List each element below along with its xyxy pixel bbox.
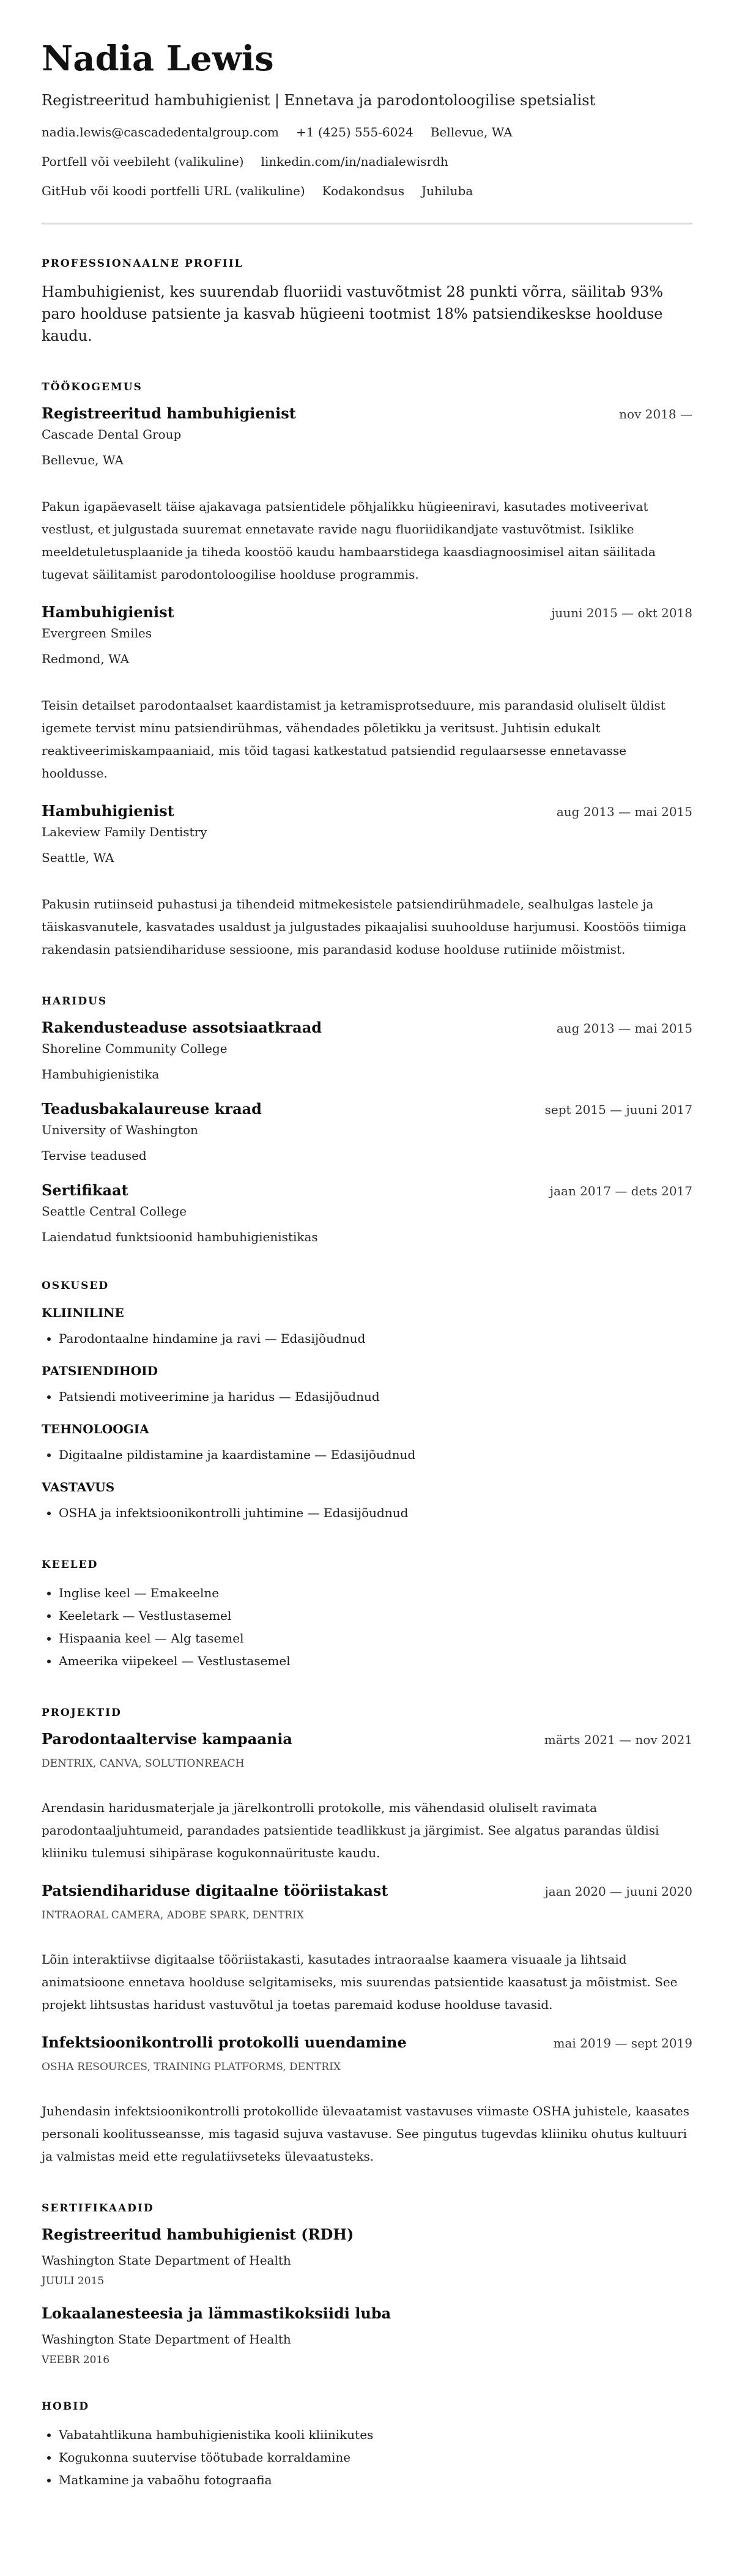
- skill-item: • Patsiendi motiveerimine ja haridus — Edasijõudnud: [59, 1386, 692, 1408]
- job-location: Redmond, WA: [42, 651, 130, 666]
- entry-header: [42, 1730, 692, 1748]
- entry-header: [42, 2033, 692, 2051]
- entry-title: Rakendusteaduse assotsiaatkraad: [42, 1019, 322, 1036]
- section-title-projects: PROJEKTID: [42, 1707, 122, 1719]
- skill-group-title: VASTAVUS: [42, 1480, 115, 1494]
- company: Lakeview Family Dentistry: [42, 825, 207, 839]
- subtitle: Registreeritud hambuhigienist | Ennetava ja parodontoloogilise spetsialist: [42, 92, 596, 109]
- skill-list: [42, 1444, 692, 1466]
- job-description: Teisin detailset parodontaalset kaardistamist ja ketramisprotseduure, mis parandasid oluliselt üldist igemete tervist minu patsiendirühmas, vähendades põletikku ja veritsust. Juhtisin edukalt reaktiveerimiskampaaniaid, mis tõid tagasi katkestatud patsiendid regulaarsesse ennetavasse hooldusse.: [42, 698, 665, 781]
- job-location: Seattle, WA: [42, 850, 114, 865]
- entry-date: nov 2018 —: [619, 407, 692, 421]
- entry-header: [42, 404, 692, 422]
- project-description: Lõin interaktiivse digitaalse tööriistakasti, kasutades intraoraalse kaamera visuaale ja lihtsaid animatsioone ennetava hoolduse selgitamiseks, mis suurendas patsientide kaasatust ja mõistmist. See projekt lihtsustas haridust vastuvõtul ja toetas paremaid koduse hoolduse tavasid.: [42, 1952, 678, 2012]
- entry-date: jaan 2017 — dets 2017: [549, 1184, 692, 1198]
- language-item: • Hispaania keel — Alg tasemel: [59, 1627, 692, 1650]
- section-title-profile: PROFESSIONAALNE PROFIIL: [42, 258, 243, 270]
- field-of-study: Tervise teadused: [42, 1148, 147, 1163]
- company: Cascade Dental Group: [42, 427, 182, 442]
- hobbies-list: [42, 2424, 692, 2492]
- skill-group-title: KLIINILINE: [42, 1305, 124, 1320]
- project-entry: [42, 1882, 692, 2016]
- certification-entry: [42, 2304, 692, 2366]
- education-list: [42, 1019, 692, 1245]
- certifications-list: [42, 2225, 692, 2366]
- project-tech: INTRAORAL CAMERA, ADOBE SPARK, DENTRIX: [42, 1909, 304, 1921]
- experience-list: [42, 404, 692, 961]
- project-entry: [42, 1730, 692, 1865]
- entry-title: Patsiendihariduse digitaalne tööriistakast: [42, 1882, 388, 1899]
- certification-entry: [42, 2225, 692, 2287]
- project-description: Arendasin haridusmaterjale ja järelkontrolli protokolle, mis vähendasid oluliselt ravimata parodontaaljuhtumeid, parandades patsientide teadlikkust ja järgimist. See algatus parandas üldisi kliiniku tulemusi sihipärase kogukonnaürituste kaudu.: [42, 1800, 659, 1860]
- entry-date: jaan 2020 — juuni 2020: [544, 1884, 692, 1899]
- cert-date: JUULI 2015: [42, 2275, 105, 2287]
- entry-header: [42, 1882, 692, 1899]
- entry-title: Lokaalanesteesia ja lämmastikoksiidi luba: [42, 2304, 391, 2322]
- skill-list: [42, 1386, 692, 1408]
- education-entry: [42, 1181, 692, 1245]
- hobby-item: • Matkamine ja vabaõhu fotograafia: [59, 2469, 692, 2492]
- entry-date: juuni 2015 — okt 2018: [551, 606, 692, 620]
- skill-list: [42, 1327, 692, 1350]
- company: Evergreen Smiles: [42, 626, 152, 640]
- entry-date: mai 2019 — sept 2019: [553, 2036, 692, 2051]
- section-title-experience: TÖÖKOGEMUS: [42, 381, 143, 393]
- skill-item: • Digitaalne pildistamine ja kaardistamine — Edasijõudnud: [59, 1444, 692, 1466]
- education-entry: [42, 1019, 692, 1083]
- experience-entry: [42, 404, 692, 586]
- entry-title: Registreeritud hambuhigienist (RDH): [42, 2225, 354, 2243]
- entry-header: [42, 2225, 692, 2243]
- field-of-study: Hambuhigienistika: [42, 1067, 160, 1082]
- entry-date: aug 2013 — mai 2015: [556, 1021, 692, 1036]
- entry-title: Hambuhigienist: [42, 603, 174, 621]
- email-link[interactable]: nadia.lewis@cascadedentalgroup.com: [42, 125, 279, 139]
- experience-entry: [42, 802, 692, 961]
- skill-group-title: PATSIENDIHOID: [42, 1364, 158, 1378]
- phone: +1 (425) 555-6024: [295, 125, 413, 139]
- entry-title: Teadusbakalaureuse kraad: [42, 1100, 262, 1118]
- contact-row: [42, 124, 692, 141]
- education-entry: [42, 1100, 692, 1164]
- job-description: Pakun igapäevaselt täise ajakavaga patsientidele põhjalikku hügieeniravi, kasutades motiveerivat vestlust, et julgustada suuremat ennetavate ravide nagu fluoriidikandjate vastuvõtmist. Isiklike meeldetuletusplaanide ja tiheda koostöö kaudu hambaarstidega kaasdiagnoosimisel aitan säilitada tugevat säilitamist parodontoloogilise hoolduse programmis.: [42, 499, 656, 582]
- section-title-languages: KEELED: [42, 1559, 98, 1571]
- entry-header: [42, 1100, 692, 1118]
- entry-title: Registreeritud hambuhigienist: [42, 404, 296, 422]
- hobby-item: • Vabatahtlikuna hambuhigienistika kooli kliinikutes: [59, 2424, 692, 2446]
- contact-info: [42, 124, 692, 199]
- language-item: • Keeletark — Vestlustasemel: [59, 1605, 692, 1627]
- field-of-study: Laiendatud funktsioonid hambuhigienistikas: [42, 1230, 318, 1244]
- portfolio-link[interactable]: Portfell või veebileht (valikuline): [42, 154, 244, 169]
- cert-date: VEEBR 2016: [42, 2354, 110, 2366]
- entry-header: [42, 802, 692, 820]
- cert-issuer: Washington State Department of Health: [42, 2253, 291, 2268]
- skills-list: [42, 1305, 692, 1524]
- projects-list: [42, 1730, 692, 2168]
- experience-entry: [42, 603, 692, 785]
- languages-list: [42, 1582, 692, 1672]
- entry-title: Infektsioonikontrolli protokolli uuendamine: [42, 2033, 407, 2051]
- entry-header: [42, 603, 692, 621]
- project-tech: DENTRIX, CANVA, SOLUTIONREACH: [42, 1758, 245, 1770]
- project-description: Juhendasin infektsioonikontrolli protokollide ülevaatamist vastavuses viimaste OSHA juhistele, kaasates personali koolitusseansse, mis tagasid sujuva vastavuse. See pingutus tugevdas kliiniku ohutus kultuuri ja valmistas meid ette regulatiivseteks ülevaatusteks.: [42, 2104, 690, 2164]
- entry-header: [42, 1181, 692, 1199]
- project-entry: [42, 2033, 692, 2168]
- entry-date: märts 2021 — nov 2021: [544, 1732, 692, 1747]
- citizenship: Kodakondsus: [322, 184, 405, 198]
- school: Shoreline Community College: [42, 1041, 228, 1056]
- school: University of Washington: [42, 1123, 198, 1137]
- entry-date: aug 2013 — mai 2015: [556, 804, 692, 819]
- entry-title: Parodontaaltervise kampaania: [42, 1730, 292, 1748]
- entry-title: Hambuhigienist: [42, 802, 174, 820]
- job-description: Pakusin rutiinseid puhastusi ja tihendeid mitmekesistele patsiendirühmadele, sealhulgas lastele ja täiskasvanutele, kasvatades usaldust ja julgustades pikaajalisi suuhoolduse harjumusi. Koostöös tiimiga rakendasin patsiendihariduse sessioone, mis parandasid koduse hoolduse rutiinide mõistmist.: [42, 897, 687, 957]
- section-title-hobbies: HOBID: [42, 2400, 89, 2413]
- language-item: • Inglise keel — Emakeelne: [59, 1582, 692, 1605]
- divider: [42, 223, 692, 225]
- contact-row: [42, 182, 692, 199]
- section-title-certifications: SERTIFIKAADID: [42, 2202, 154, 2214]
- drivers-license: Juhiluba: [421, 184, 473, 198]
- skill-item: • OSHA ja infektsioonikontrolli juhtimine — Edasijõudnud: [59, 1502, 692, 1524]
- name: Nadia Lewis: [42, 39, 274, 79]
- entry-header: [42, 1019, 692, 1036]
- skill-group-title: TEHNOLOOGIA: [42, 1422, 149, 1436]
- location: Bellevue, WA: [430, 125, 513, 139]
- entry-date: sept 2015 — juuni 2017: [544, 1102, 692, 1117]
- skill-list: [42, 1502, 692, 1524]
- section-title-skills: OSKUSED: [42, 1280, 109, 1292]
- job-location: Bellevue, WA: [42, 453, 124, 467]
- entry-title: Sertifikaat: [42, 1181, 128, 1199]
- contact-row: [42, 153, 692, 170]
- skill-item: • Parodontaalne hindamine ja ravi — Edasijõudnud: [59, 1327, 692, 1350]
- profile-text: Hambuhigienist, kes suurendab fluoriidi vastuvõtmist 28 punkti võrra, säilitab 93% paro hoolduse patsiente ja kasvab hügieeni tootmist 18% patsiendikeskse hoolduse kaudu.: [42, 283, 664, 344]
- section-title-education: HARIDUS: [42, 995, 108, 1008]
- hobby-item: • Kogukonna suutervise töötubade korraldamine: [59, 2446, 692, 2469]
- language-item: • Ameerika viipekeel — Vestlustasemel: [59, 1650, 692, 1672]
- linkedin-link[interactable]: linkedin.com/in/nadialewisrdh: [261, 154, 448, 169]
- project-tech: OSHA RESOURCES, TRAINING PLATFORMS, DENTRIX: [42, 2061, 341, 2073]
- school: Seattle Central College: [42, 1204, 187, 1219]
- github-link[interactable]: GitHub või koodi portfelli URL (valikuline): [42, 184, 305, 198]
- entry-header: [42, 2304, 692, 2322]
- cert-issuer: Washington State Department of Health: [42, 2332, 291, 2347]
